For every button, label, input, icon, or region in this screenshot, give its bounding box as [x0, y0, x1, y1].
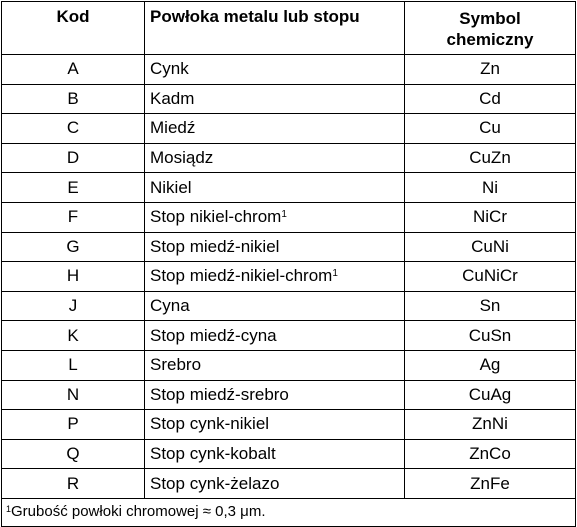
cell-symbol: CuZn [405, 143, 576, 173]
coating-name: Stop miedź-nikiel-chrom [150, 266, 333, 286]
cell-coating [145, 439, 405, 469]
coating-name: Stop cynk-żelazo [150, 473, 280, 493]
coating-name: Stop miedź-srebro [150, 384, 289, 404]
cell-coating [145, 173, 405, 203]
cell-code: N [2, 380, 145, 410]
cell-symbol: ZnNi [405, 410, 576, 440]
cell-symbol: Sn [405, 291, 576, 321]
cell-code: L [2, 350, 145, 380]
cell-symbol: Zn [405, 55, 576, 85]
cell-symbol: ZnFe [405, 469, 576, 499]
table-row [2, 380, 576, 410]
cell-code: E [2, 173, 145, 203]
table-body [2, 55, 576, 499]
header-coating: Powłoka metalu lub stopu [145, 2, 405, 55]
header-symbol [405, 2, 576, 55]
cell-code: P [2, 410, 145, 440]
coatings-table [1, 1, 576, 527]
cell-code: A [2, 55, 145, 85]
cell-coating [145, 262, 405, 292]
coating-name: Miedź [150, 118, 196, 138]
cell-coating [145, 469, 405, 499]
coating-name: Mosiądz [150, 148, 214, 168]
cell-code: H [2, 262, 145, 292]
cell-symbol: CuAg [405, 380, 576, 410]
header-row [2, 2, 576, 55]
cell-symbol: ZnCo [405, 439, 576, 469]
coating-name: Stop miedź-cyna [150, 325, 277, 345]
footnote-cell [2, 498, 576, 526]
table-row [2, 84, 576, 114]
table-row [2, 232, 576, 262]
header-symbol-line2: chemiczny [446, 30, 534, 49]
coating-name: Cyna [150, 296, 190, 316]
footnote-reference: 1 [332, 268, 338, 280]
cell-coating [145, 114, 405, 144]
table-footer [2, 498, 576, 526]
cell-code: K [2, 321, 145, 351]
table-row [2, 439, 576, 469]
header-symbol-line1: Symbol [459, 9, 521, 28]
cell-coating [145, 321, 405, 351]
table-header [2, 2, 576, 55]
cell-coating [145, 232, 405, 262]
cell-code: J [2, 291, 145, 321]
cell-coating [145, 202, 405, 232]
coating-name: Stop nikiel-chrom [150, 207, 282, 227]
cell-symbol: Ag [405, 350, 576, 380]
header-code: Kod [2, 2, 145, 55]
table-row [2, 55, 576, 85]
table-row [2, 202, 576, 232]
table-row [2, 410, 576, 440]
footnote-row [2, 498, 576, 526]
coating-name: Stop miedź-nikiel [150, 236, 280, 256]
table-row [2, 469, 576, 499]
footnote-text: Grubość powłoki chromowej ≈ 0,3 μm. [11, 503, 266, 521]
cell-code: F [2, 202, 145, 232]
cell-coating [145, 410, 405, 440]
table-row [2, 262, 576, 292]
cell-code: D [2, 143, 145, 173]
cell-coating [145, 291, 405, 321]
coating-name: Nikiel [150, 177, 192, 197]
cell-coating [145, 84, 405, 114]
table-row [2, 291, 576, 321]
cell-symbol: Cu [405, 114, 576, 144]
coating-name: Srebro [150, 355, 202, 375]
cell-coating [145, 55, 405, 85]
cell-code: Q [2, 439, 145, 469]
cell-coating [145, 350, 405, 380]
table-row [2, 350, 576, 380]
coating-name: Cynk [150, 59, 189, 79]
cell-code: C [2, 114, 145, 144]
cell-code: B [2, 84, 145, 114]
cell-symbol: NiCr [405, 202, 576, 232]
cell-symbol: CuSn [405, 321, 576, 351]
cell-coating [145, 380, 405, 410]
cell-symbol: CuNiCr [405, 262, 576, 292]
coating-name: Stop cynk-kobalt [150, 444, 276, 464]
table-row [2, 143, 576, 173]
cell-symbol: Cd [405, 84, 576, 114]
cell-coating [145, 143, 405, 173]
footnote-reference: 1 [281, 209, 287, 221]
cell-symbol: Ni [405, 173, 576, 203]
table-row [2, 321, 576, 351]
cell-symbol: CuNi [405, 232, 576, 262]
coating-name: Kadm [150, 88, 195, 108]
table-row [2, 114, 576, 144]
cell-code: R [2, 469, 145, 499]
cell-code: G [2, 232, 145, 262]
footnote-marker: 1 [6, 504, 12, 515]
coating-name: Stop cynk-nikiel [150, 414, 270, 434]
table-row [2, 173, 576, 203]
